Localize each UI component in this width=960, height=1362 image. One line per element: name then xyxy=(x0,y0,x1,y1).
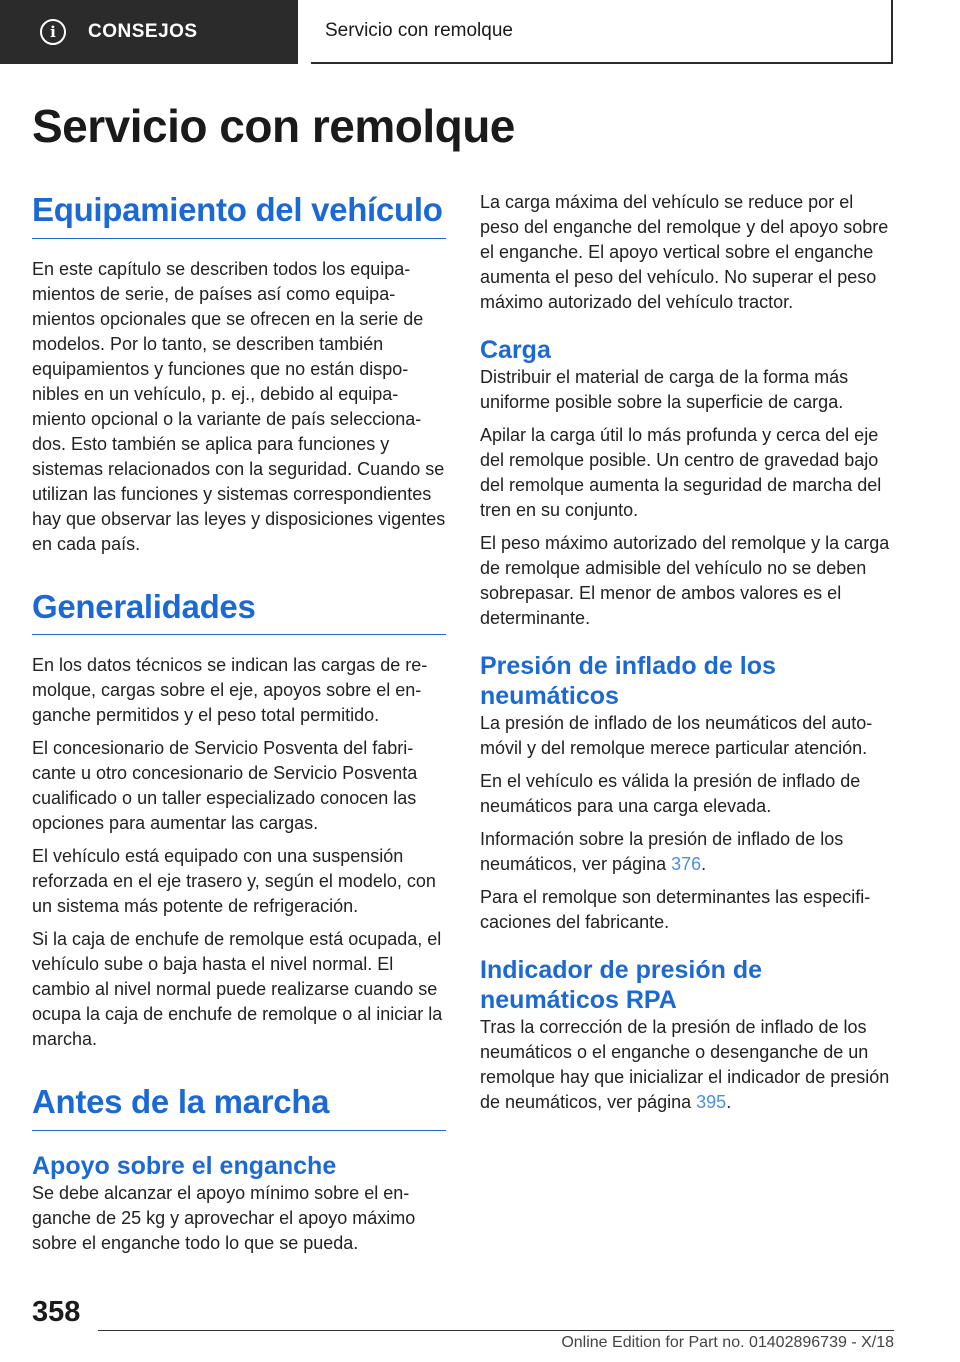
paragraph xyxy=(480,827,896,877)
section-tab xyxy=(0,0,298,64)
paragraph: El concesionario de Servicio Posventa del fabricante u otro concesionario de Servicio Posventa cualificado o un taller especializado conocen las opciones para aumentar las cargas. xyxy=(32,738,418,834)
paragraph: En el vehículo es válida la presión de inflado de neumáticos para una carga elevada. xyxy=(480,771,861,816)
heading-carga: Carga xyxy=(480,336,551,364)
left-column xyxy=(32,190,446,1256)
paragraph: Para el remolque son determinantes las especificaciones del fabricante. xyxy=(480,887,871,932)
page-link-395[interactable]: 395 xyxy=(696,1092,727,1112)
paragraph: La presión de inflado de los neumáticos del automóvil y del remolque merece particular atención. xyxy=(480,713,873,758)
heading-equipamiento: Equipamiento del vehículo xyxy=(32,190,446,239)
paragraph: Distribuir el material de carga de la forma más uniforme posible sobre la superficie de carga. xyxy=(480,367,849,412)
heading-presion: Presión de inflado de los neumáticos xyxy=(480,652,776,710)
heading-antes-de-la-marcha: Antes de la marcha xyxy=(32,1082,446,1131)
paragraph xyxy=(480,1015,896,1115)
paragraph: En este capítulo se describen todos los equipamientos de serie, de países así como equipamientos opcionales que se ofrecen en la serie de modelos. Por lo tanto, se describen también equipamientos y funciones que no están disponibles en un vehículo, p. ej., debido al equipamiento opcional o la variante de país seleccionados. Esto también se aplica para funciones y sistemas relacionados con la seguridad. Cuando se utilizan las funciones y sistemas correspondientes hay que observar las leyes y disposiciones vigentes en cada país. xyxy=(32,258,446,554)
paragraph: El vehículo está equipado con una suspensión reforzada en el eje trasero y, según el modelo, con un sistema más potente de refrigeración. xyxy=(32,846,436,917)
paragraph: Si la caja de enchufe de remolque está ocupada, el vehículo sube o baja hasta el nivel normal. El cambio al nivel normal puede realizarse cuando se ocupa la caja de enchufe de remolque o al iniciar la marcha. xyxy=(32,929,443,1050)
heading-generalidades: Generalidades xyxy=(32,587,446,636)
subheading-apoyo: Apoyo sobre el enganche xyxy=(32,1151,337,1180)
edition-text: Online Edition for Part no. 01402896739 - X/18 xyxy=(561,1334,894,1351)
page-link-376[interactable]: 376 xyxy=(671,854,702,874)
reference-text: Tras la corrección de la presión de inflado de los neumáticos o el enganche o desenganche de un remolque hay que inicializar el indicador de presión de neumáticos, ver página xyxy=(480,1017,890,1112)
paragraph: La carga máxima del vehículo se reduce por el peso del enganche del remolque y del apoyo sobre el enganche. El apoyo vertical sobre el enganche aumenta el peso del vehículo. No superar el peso máximo autorizado del vehículo tractor. xyxy=(480,192,889,312)
info-icon: i xyxy=(40,19,66,45)
reference-text: Información sobre la presión de inflado de los neumáticos, ver página xyxy=(480,829,844,874)
page-title: Servicio con remolque xyxy=(32,100,515,152)
chapter-tab-label: Servicio con remolque xyxy=(325,20,513,41)
paragraph: El peso máximo autorizado del remolque y la carga de remolque admisible del vehículo no se deben sobrepasar. El menor de ambos valores es el determinante. xyxy=(480,533,890,628)
page-header xyxy=(0,0,960,66)
section-tab-label: CONSEJOS xyxy=(88,21,198,42)
chapter-tab xyxy=(311,0,893,64)
paragraph: Se debe alcanzar el apoyo mínimo sobre el enganche de 25 kg y aprovechar el apoyo máximo sobre el enganche todo lo que se pueda. xyxy=(32,1182,416,1253)
reference-end: . xyxy=(726,1092,732,1112)
reference-end: . xyxy=(701,854,707,874)
footer-divider xyxy=(98,1330,894,1331)
paragraph: En los datos técnicos se indican las cargas de remolque, cargas sobre el eje, apoyos sobre el enganche permitidos y el peso total permitido. xyxy=(32,655,428,726)
paragraph: Apilar la carga útil lo más profunda y cerca del eje del remolque posible. Un centro de gravedad bajo del remolque aumenta la seguridad de marcha del tren en su conjunto. xyxy=(480,425,882,520)
right-column xyxy=(480,190,896,1115)
heading-rpa: Indicador de presión de neumáticos RPA xyxy=(480,956,762,1014)
page-number: 358 xyxy=(32,1296,81,1328)
